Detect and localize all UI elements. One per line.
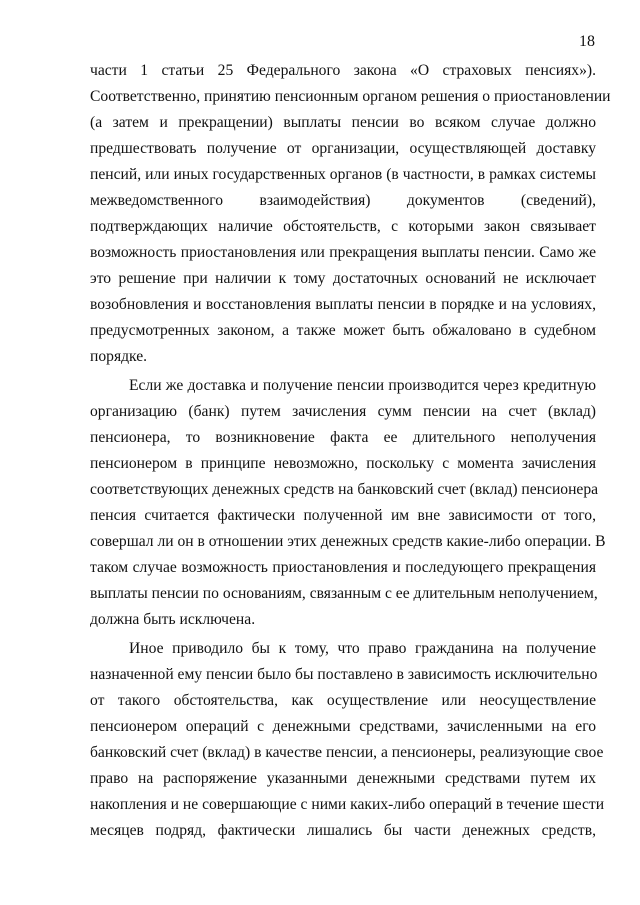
- text-line: части 1 статьи 25 Федерального закона «О страховых пенсиях»).: [90, 62, 596, 79]
- text-line: пенсия считается фактически полученной им вне зависимости от того,: [90, 507, 596, 524]
- text-line: организацию (банк) путем зачисления сумм пенсии на счет (вклад): [90, 403, 596, 420]
- text-line: возобновления и восстановления выплаты пенсии в порядке и на условиях,: [90, 296, 596, 313]
- text-line: предшествовать получение от организации, осуществляющей доставку: [90, 140, 596, 157]
- text-line: соответствующих денежных средств на банковский счет (вклад) пенсионера: [90, 481, 599, 498]
- text-line: пенсий, или иных государственных органов (в частности, в рамках системы: [90, 166, 596, 183]
- text-line: возможность приостановления или прекращения выплаты пенсии. Само же: [90, 244, 596, 261]
- text-line: это решение при наличии к тому достаточных оснований не исключает: [90, 270, 596, 287]
- text-line: должна быть исключена.: [90, 611, 256, 628]
- text-line: право на распоряжение указанными денежными средствами путем их: [90, 770, 596, 787]
- text-line: (а затем и прекращении) выплаты пенсии во всяком случае должно: [90, 114, 596, 131]
- text-line: порядке.: [90, 348, 148, 365]
- text-line: Соответственно, принятию пенсионным органом решения о приостановлении: [90, 88, 611, 105]
- text-line: межведомственного взаимодействия) документов (сведений),: [90, 192, 596, 209]
- text-line: совершал ли он в отношении этих денежных средств какие-либо операции. В: [90, 533, 606, 550]
- text-line: Иное приводило бы к тому, что право гражданина на получение: [129, 640, 596, 657]
- text-line: накопления и не совершающие с ними каких-либо операций в течение шести: [90, 796, 605, 813]
- text-line: предусмотренных законом, а также может быть обжаловано в судебном: [90, 322, 596, 339]
- page-number: 18: [579, 33, 595, 50]
- text-line: выплаты пенсии по основаниям, связанным с ее длительным неполучением,: [90, 585, 598, 602]
- text-line: пенсионером операций с денежными средствами, зачисленными на его: [90, 718, 596, 735]
- text-line: Если же доставка и получение пенсии производится через кредитную: [129, 377, 596, 394]
- text-line: таком случае возможность приостановления и последующего прекращения: [90, 559, 596, 576]
- text-line: банковский счет (вклад) в качестве пенсии, а пенсионеры, реализующие свое: [90, 744, 604, 761]
- text-line: назначенной ему пенсии было бы поставлено в зависимость исключительно: [90, 666, 598, 683]
- document-body: [90, 58, 611, 844]
- text-line: пенсионером в принципе невозможно, поскольку с момента зачисления: [90, 455, 596, 472]
- text-line: месяцев подряд, фактически лишались бы части денежных средств,: [90, 822, 596, 839]
- text-line: пенсионера, то возникновение факта ее длительного неполучения: [90, 429, 596, 446]
- text-line: от такого обстоятельства, как осуществление или неосуществление: [90, 692, 596, 709]
- text-line: подтверждающих наличие обстоятельств, с которыми закон связывает: [90, 218, 596, 235]
